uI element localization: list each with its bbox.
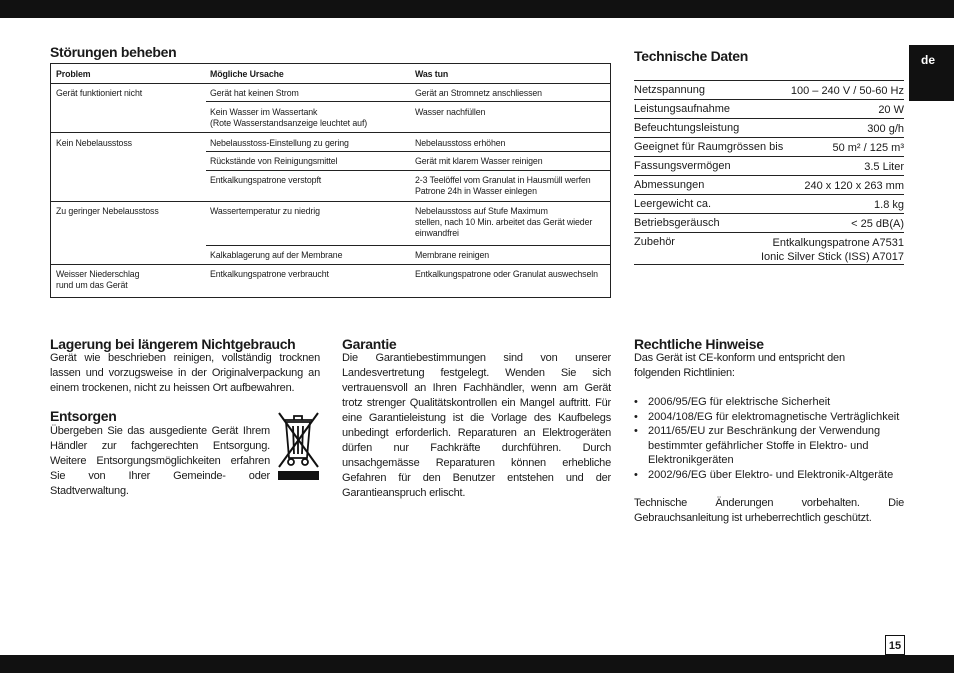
tech-row <box>634 213 904 232</box>
col-header-cause: Mögliche Ursache <box>210 69 284 79</box>
table-row-problem: Gerät funktioniert nicht <box>56 88 143 98</box>
tech-label: Betriebsgeräusch <box>634 217 720 229</box>
tech-label: Zubehör <box>634 236 675 248</box>
tech-row <box>634 80 904 99</box>
table-cell-fix: Membrane reinigen <box>415 250 490 260</box>
tech-value: 240 x 120 x 263 mm <box>804 180 904 192</box>
list-item: • 2004/108/EG für elektromagnetische Verträglichkeit <box>634 410 909 425</box>
table-cell-cause: Entkalkungspatrone verbraucht <box>210 269 329 279</box>
bottom-bar <box>0 655 954 673</box>
table-row-problem: Zu geringer Nebelausstoss <box>56 206 159 216</box>
tech-row <box>634 137 904 156</box>
table-cell-fix: Gerät mit klarem Wasser reinigen <box>415 156 543 166</box>
table-row-problem: Kein Nebelausstoss <box>56 138 132 148</box>
table-cell-cause: Gerät hat keinen Strom <box>210 88 299 98</box>
tech-row <box>634 194 904 213</box>
table-row-problem: Weisser Niederschlag rund um das Gerät <box>56 269 140 290</box>
tech-value: 1.8 kg <box>874 199 904 211</box>
table-cell-fix: Wasser nachfüllen <box>415 107 486 117</box>
legal-title: Rechtliche Hinweise <box>634 336 764 352</box>
table-cell-cause: Entkalkungspatrone verstopft <box>210 175 322 185</box>
page-number: 15 <box>885 635 905 655</box>
top-bar <box>0 0 954 18</box>
troubleshooting-title: Störungen beheben <box>50 44 177 60</box>
warranty-title: Garantie <box>342 336 397 352</box>
tech-row <box>634 156 904 175</box>
list-item: • 2006/95/EG für elektrische Sicherheit <box>634 395 909 410</box>
tech-value: 100 – 240 V / 50-60 Hz <box>790 85 904 97</box>
list-item: • 2011/65/EU zur Beschränkung der Verwendung bestimmter gefährlicher Stoffe in Elektro- und Elektronikgeräten <box>634 424 909 468</box>
table-cell-fix: Nebelausstoss auf Stufe Maximum stellen, nach 10 Min. arbeitet das Gerät wieder einwandfrei <box>415 206 593 238</box>
table-cell-cause: Rückstände von Reinigungsmittel <box>210 156 338 166</box>
tech-row <box>634 99 904 118</box>
language-tab <box>909 45 954 101</box>
tech-value: 20 W <box>878 104 904 116</box>
tech-label: Abmessungen <box>634 179 705 191</box>
legal-footer: Technische Änderungen vorbehalten. Die Gebrauchsanleitung ist urheberrechtlich geschützt. <box>634 497 904 524</box>
tech-value: Entkalkungspatrone A7531 Ionic Silver Stick (ISS) A7017 <box>760 237 904 263</box>
tech-label: Leergewicht ca. <box>634 198 712 210</box>
troubleshooting-table <box>50 63 611 298</box>
table-cell-fix: Gerät an Stromnetz anschliessen <box>415 88 542 98</box>
table-cell-fix: Entkalkungspatrone oder Granulat auswechseln <box>415 269 598 279</box>
crossed-out-wheelie-bin-icon <box>276 410 321 482</box>
table-cell-fix: Nebelausstoss erhöhen <box>415 138 506 148</box>
warranty-text: Die Garantiebestimmungen sind von unserer Landesvertretung festgelegt. Wenden Sie sich vertrauensvoll an Ihren Fachhändler, wenn am Gerät trotz strenger Qualitätskontrollen ein Mangel auftritt. Für eine Garantieleistung ist die Vorlage des Kaufbelegs unbedingt erforderlich. Reparaturen an Elektrogeräten dürfen nur Fachkräfte durchführen. Durch unsachgemässe Reparaturen können erhebliche Gefahren für den Benutzer entstehen und der Garantieanspruch erlischt. <box>342 352 611 499</box>
disposal-text: Übergeben Sie das ausgediente Gerät Ihrem Händler zur fachgerechten Entsorgung. Weitere Entsorgungsmöglichkeiten erfahren Sie von Ihrer Gemeinde- oder Stadtverwaltung. <box>50 425 270 497</box>
storage-text: Gerät wie beschrieben reinigen, vollständig trocknen lassen und vorzugsweise in der Originalverpackung an einem trockenen, nicht zu heissen Ort aufbewahren. <box>50 352 320 394</box>
tech-label: Netzspannung <box>634 84 705 96</box>
table-cell-cause: Kein Wasser im Wassertank (Rote Wasserstandsanzeige leuchtet auf) <box>210 107 368 128</box>
table-cell-cause: Wassertemperatur zu niedrig <box>210 206 320 216</box>
tech-value: 50 m² / 125 m³ <box>832 142 904 154</box>
disposal-title: Entsorgen <box>50 408 117 424</box>
table-cell-cause: Nebelausstoss-Einstellung zu gering <box>210 138 349 148</box>
tech-value: 300 g/h <box>867 123 904 135</box>
col-header-problem: Problem <box>56 69 91 79</box>
list-item: • 2002/96/EG über Elektro- und Elektronik-Altgeräte <box>634 468 909 483</box>
language-code: de <box>921 53 936 67</box>
tech-value: 3.5 Liter <box>864 161 904 173</box>
tech-data-title: Technische Daten <box>634 48 748 64</box>
directive-list <box>634 395 909 482</box>
tech-row <box>634 175 904 194</box>
legal-intro: Das Gerät ist CE-konform und entspricht den folgenden Richtlinien: <box>634 352 845 379</box>
col-header-fix: Was tun <box>415 69 449 79</box>
tech-value: < 25 dB(A) <box>851 218 904 230</box>
storage-title: Lagerung bei längerem Nichtgebrauch <box>50 336 296 352</box>
tech-label: Fassungsvermögen <box>634 160 731 172</box>
tech-row <box>634 232 904 265</box>
table-cell-cause: Kalkablagerung auf der Membrane <box>210 250 343 260</box>
tech-row <box>634 118 904 137</box>
table-cell-fix: 2-3 Teelöffel vom Granulat in Hausmüll werfen Patrone 24h in Wasser einlegen <box>415 175 591 196</box>
tech-label: Leistungsaufnahme <box>634 103 731 115</box>
tech-label: Geeignet für Raumgrössen bis <box>634 141 784 153</box>
tech-label: Befeuchtungsleistung <box>634 122 740 134</box>
